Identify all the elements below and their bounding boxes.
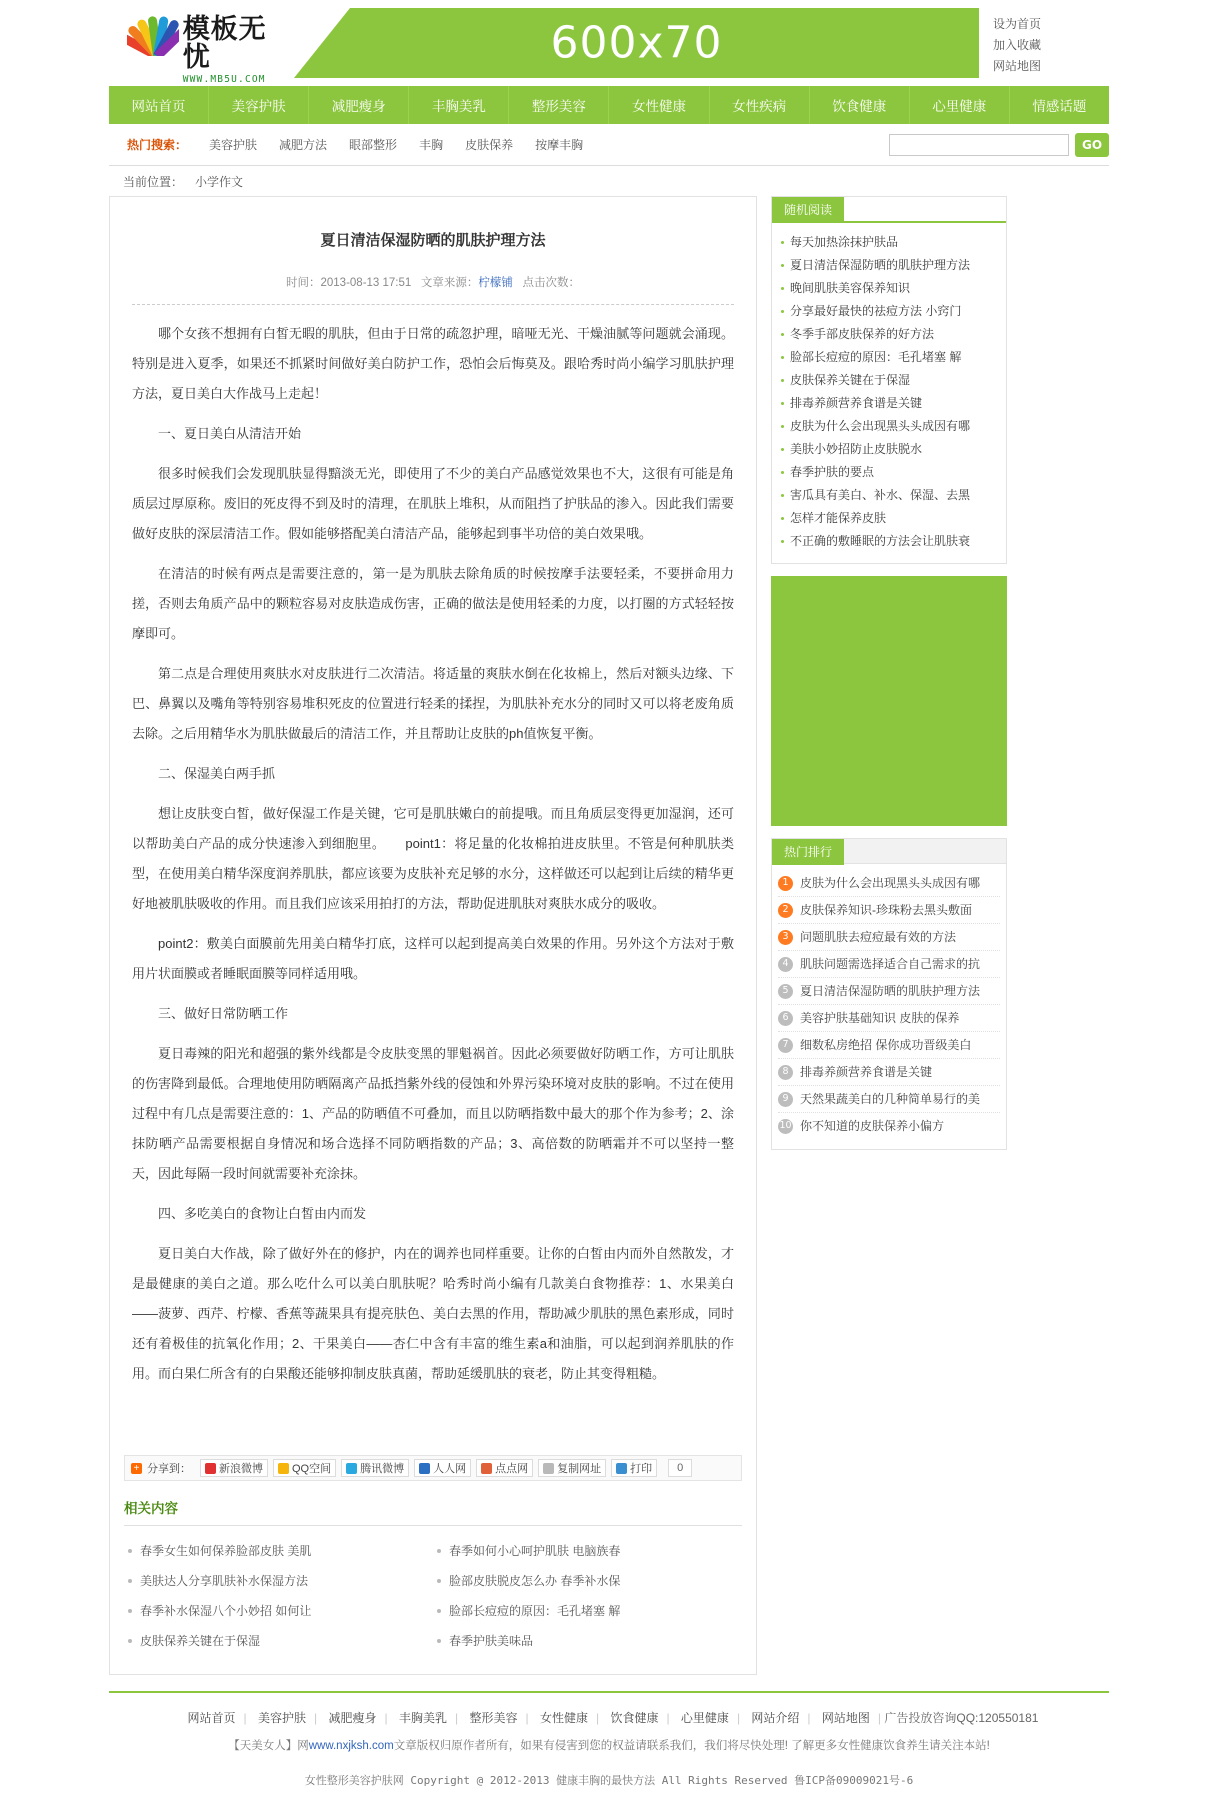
rank-item[interactable] — [778, 1086, 1000, 1113]
hot-keyword-3[interactable]: 眼部整形 — [349, 138, 398, 152]
footer-link-home[interactable]: 网站首页 — [187, 1711, 236, 1726]
share-diandian-button[interactable] — [476, 1459, 533, 1477]
rank-title: 夏日清洁保湿防晒的肌肤护理方法 — [800, 984, 981, 998]
share-sina-weibo-button[interactable] — [200, 1459, 268, 1477]
nav-item-psychology[interactable]: 心里健康 — [910, 86, 1010, 124]
hot-keyword-1[interactable]: 美容护肤 — [209, 138, 258, 152]
footer-copyright: 女性整形美容护肤网 Copyright @ 2012-2013 健康丰胸的最快方法 All Rights Reserved 鲁ICP备09009021号-6 — [304, 1774, 914, 1788]
share-qzone-button[interactable] — [273, 1459, 336, 1477]
related-title: 相关内容 — [124, 1497, 742, 1526]
footer-ad-note: 广告投放咨询QQ:120550181 — [884, 1711, 1039, 1726]
rank-number: 6 — [778, 1011, 793, 1026]
rank-title: 皮肤为什么会出现黑头头成因有哪 — [800, 876, 981, 890]
share-tencent-weibo-button[interactable] — [341, 1459, 409, 1477]
random-read-item[interactable]: 皮肤保养关键在于保湿 — [776, 369, 1002, 392]
footer-link-diet[interactable]: 饮食健康 — [610, 1711, 659, 1726]
renren-icon — [419, 1463, 430, 1474]
meta-source-link[interactable]: 柠檬铺 — [478, 277, 513, 290]
share-label: 分享到： — [147, 1463, 191, 1476]
rank-item[interactable] — [778, 1113, 1000, 1139]
article-paragraph: 哪个女孩不想拥有白皙无暇的肌肤，但由于日常的疏忽护理，暗哑无光、干燥油腻等问题就会涌现。特别是进入夏季，如果还不抓紧时间做好美白防护工作，恐怕会后悔莫及。跟哈秀时尚小编学习肌肤护理方法，夏日美白大作战马上走起！ — [132, 326, 734, 402]
rank-title: 美容护肤基础知识 皮肤的保养 — [800, 1011, 960, 1025]
related-item[interactable]: 皮肤保养关键在于保湿 — [124, 1626, 433, 1656]
breadcrumb-label: 当前位置： — [123, 174, 184, 189]
rank-title: 问题肌肤去痘痘最有效的方法 — [800, 930, 957, 944]
footer-link-womens-health[interactable]: 女性健康 — [539, 1711, 588, 1726]
random-read-item[interactable]: 夏日清洁保湿防晒的肌肤护理方法 — [776, 254, 1002, 277]
meta-hits-label: 点击次数： — [522, 277, 580, 290]
random-read-item[interactable]: 美肤小妙招防止皮肤脱水 — [776, 438, 1002, 461]
footer-link-list: 网站首页 | 美容护肤 | 减肥瘦身 | 丰胸美乳 | 整形美容 | 女性健康 | 饮食健康 | 心里健康 | 网站介绍 | 网站地图 | 广告投放咨询QQ:120550181 — [187, 1711, 1039, 1726]
rank-number: 1 — [778, 876, 793, 891]
hot-keyword-4[interactable]: 丰胸 — [419, 138, 444, 152]
nav-item-diet[interactable]: 饮食健康 — [810, 86, 910, 124]
meta-time: 2013-08-13 17:51 — [320, 277, 412, 290]
banner-size-label: 600x70 — [550, 17, 723, 69]
rank-number: 5 — [778, 984, 793, 999]
hot-keyword-6[interactable]: 按摩丰胸 — [535, 138, 584, 152]
share-renren-button[interactable] — [414, 1459, 471, 1477]
article-paragraph: point2：敷美白面膜前先用美白精华打底，这样可以起到提高美白效果的作用。另外这个方法对于敷用片状面膜或者睡眠面膜等同样适用哦。 — [132, 936, 734, 982]
related-list — [124, 1536, 742, 1656]
article-paragraph: 想让皮肤变白皙，做好保湿工作是关键，它可是肌肤嫩白的前提哦。而且角质层变得更加湿润，还可以帮助美白产品的成分快速渗入到细胞里。 point1：将足量的化妆棉拍进皮肤里。不管是何种肌肤类型，在使用美白精华深度润养肌肤，都应该要为皮肤补充足够的水分，这样做还可以起到让后续的精华更好地被肌肤吸收的作用。而且我们应该采用拍打的方法，帮助促进肌肤对爽肤水成分的吸收。 — [132, 806, 734, 912]
printer-icon — [616, 1463, 627, 1474]
main-nav — [109, 86, 1109, 124]
content-columns — [109, 196, 1109, 1691]
rank-item[interactable] — [778, 1059, 1000, 1086]
nav-item-weightloss[interactable]: 减肥瘦身 — [309, 86, 409, 124]
site-footer — [109, 1691, 1109, 1810]
article-paragraph: 二、保湿美白两手抓 — [158, 766, 276, 782]
article-paragraph: 一、夏日美白从清洁开始 — [158, 426, 302, 442]
random-read-item[interactable]: 排毒养颜营养食谱是关键 — [776, 392, 1002, 415]
article-column — [109, 196, 757, 1675]
rank-item[interactable] — [778, 1005, 1000, 1032]
nav-item-emotion[interactable]: 情感话题 — [1032, 99, 1087, 114]
article-spacer — [132, 1399, 734, 1455]
rank-item[interactable] — [778, 924, 1000, 951]
rank-number: 7 — [778, 1038, 793, 1053]
rank-title: 肌肤问题需选择适合自己需求的抗 — [800, 957, 981, 971]
random-read-item[interactable]: 害瓜具有美白、补水、保湿、去黑 — [776, 484, 1002, 507]
related-item[interactable]: 春季女生如何保养脸部皮肤 美肌 — [124, 1536, 433, 1566]
share-item-label: 腾讯微博 — [360, 1463, 405, 1476]
footer-link-about[interactable]: 网站介绍 — [751, 1711, 800, 1726]
share-item-label: 新浪微博 — [219, 1463, 263, 1476]
header-link-list — [979, 8, 1109, 77]
footer-link-plastic[interactable]: 整形美容 — [469, 1711, 518, 1726]
sidebar-ad[interactable] — [771, 576, 1007, 826]
article-meta — [132, 274, 734, 300]
related-section — [124, 1497, 742, 1656]
meta-time-label: 时间： — [286, 277, 321, 290]
copy-icon — [543, 1463, 554, 1474]
breadcrumb-item-1[interactable]: 小学作文 — [195, 174, 244, 189]
random-read-item[interactable]: 分享最好最快的祛痘方法 小窍门 — [776, 300, 1002, 323]
article-paragraph: 三、做好日常防晒工作 — [158, 1006, 289, 1022]
rank-item[interactable] — [778, 1032, 1000, 1059]
nav-item-plastic[interactable]: 整形美容 — [509, 86, 609, 124]
related-item[interactable]: 脸部长痘痘的原因：毛孔堵塞 解 — [433, 1596, 742, 1626]
share-item-label: 点点网 — [495, 1463, 529, 1476]
related-item[interactable]: 美肤达人分享肌肤补水保湿方法 — [124, 1566, 433, 1596]
footer-link-psychology[interactable]: 心里健康 — [680, 1711, 729, 1726]
set-homepage-link[interactable]: 设为首页 — [993, 17, 1042, 31]
related-item[interactable]: 脸部皮肤脱皮怎么办 春季补水保 — [433, 1566, 742, 1596]
share-bar — [124, 1455, 742, 1481]
qzone-icon — [278, 1463, 289, 1474]
tencent-weibo-icon — [346, 1463, 357, 1474]
article-paragraph: 夏日毒辣的阳光和超强的紫外线都是令皮肤变黑的罪魁祸首。因此必须要做好防晒工作，方可让肌肤的伤害降到最低。合理地使用防晒隔离产品抵挡紫外线的侵蚀和外界污染环境对皮肤的影响。不过在使用过程中有几点是需要注意的：1、产品的防晒值不可叠加，而且以防晒指数中最大的那个作为参考；2、涂抹防晒产品需要根据自身情况和场合选择不同防晒指数的产品；3、高倍数的防晒霜并不可以坚持一整天，因此每隔一段时间就需要补充涂抹。 — [132, 1046, 734, 1182]
top-banner-ad[interactable] — [294, 8, 979, 78]
rank-number: 8 — [778, 1065, 793, 1080]
breadcrumb — [109, 166, 1109, 196]
hot-keyword-5[interactable]: 皮肤保养 — [465, 138, 514, 152]
site-header — [109, 0, 1109, 86]
nav-item-skincare[interactable]: 美容护肤 — [209, 86, 309, 124]
random-read-item[interactable]: 冬季手部皮肤保养的好方法 — [776, 323, 1002, 346]
article-paragraph: 很多时候我们会发现肌肤显得黯淡无光，即使用了不少的美白产品感觉效果也不大，这很有可能是角质层过厚原称。废旧的死皮得不到及时的清理，在肌肤上堆积，从而阻挡了护肤品的渗入。因此我们需要做好皮肤的深层清洁工作。假如能够搭配美白清洁产品，能够起到事半功倍的美白效果哦。 — [132, 466, 734, 542]
article-title: 夏日清洁保湿防晒的肌肤护理方法 — [320, 232, 546, 250]
article-paragraph: 第二点是合理使用爽肤水对皮肤进行二次清洁。将适量的爽肤水倒在化妆棉上，然后对额头边缘、下巴、鼻翼以及嘴角等特别容易堆积死皮的位置进行轻柔的揉捏，为肌肤补充水分的同时又可以将老废角质去除。之后用精华水为肌肤做最后的清洁工作，并且帮助让皮肤的ph值恢复平衡。 — [132, 666, 734, 742]
random-read-item[interactable]: 皮肤为什么会出现黑头头成因有哪 — [776, 415, 1002, 438]
rank-title: 天然果蔬美白的几种简单易行的美 — [800, 1092, 981, 1106]
site-logo[interactable] — [109, 8, 294, 85]
random-read-item[interactable]: 脸部长痘痘的原因：毛孔堵塞 解 — [776, 346, 1002, 369]
footer-link-bust[interactable]: 丰胸美乳 — [398, 1711, 447, 1726]
footer-note-prefix: 【天美女人】网 — [228, 1740, 309, 1753]
search-input[interactable] — [889, 134, 1069, 156]
random-read-item[interactable]: 晚间肌肤美容保养知识 — [776, 277, 1002, 300]
nav-item-home[interactable]: 网站首页 — [109, 86, 209, 124]
hot-rank-box — [771, 838, 1007, 1150]
rank-number: 10 — [778, 1119, 793, 1134]
rank-title: 你不知道的皮肤保养小偏方 — [800, 1119, 945, 1133]
hot-search-label: 热门搜索： — [127, 138, 188, 152]
rank-item[interactable] — [778, 978, 1000, 1005]
related-item[interactable]: 春季补水保湿八个小妙招 如何让 — [124, 1596, 433, 1626]
share-item-label: 打印 — [630, 1463, 653, 1476]
rank-number: 2 — [778, 903, 793, 918]
nav-item-womens-disease[interactable]: 女性疾病 — [710, 86, 810, 124]
random-read-item[interactable]: 每天加热涂抹护肤品 — [776, 231, 1002, 254]
rank-number: 4 — [778, 957, 793, 972]
add-favorite-link[interactable]: 加入收藏 — [993, 38, 1042, 52]
article-paragraph: 在清洁的时候有两点是需要注意的，第一是为肌肤去除角质的时候按摩手法要轻柔，不要拼命用力搓，否则去角质产品中的颗粒容易对皮肤造成伤害，正确的做法是使用轻柔的力度，以打圈的方式轻轻按摩即可。 — [132, 566, 734, 642]
share-item-label: 复制网址 — [557, 1463, 602, 1476]
rank-title: 排毒养颜营养食谱是关键 — [800, 1065, 933, 1079]
share-item-label: 人人网 — [433, 1463, 467, 1476]
random-read-header — [772, 197, 1006, 223]
random-read-item[interactable]: 不正确的敷睡眠的方法会让肌肤衰 — [776, 530, 1002, 553]
footer-link-sitemap[interactable]: 网站地图 — [821, 1711, 870, 1726]
random-read-list — [772, 223, 1006, 563]
print-button[interactable] — [611, 1459, 657, 1477]
rank-number: 9 — [778, 1092, 793, 1107]
search-go-button[interactable]: GO — [1075, 133, 1109, 157]
plus-icon: + — [131, 1463, 142, 1474]
article-paragraph: 四、多吃美白的食物让白皙由内而发 — [158, 1206, 367, 1222]
hot-rank-list — [771, 864, 1007, 1150]
article-paragraph: 夏日美白大作战，除了做好外在的修护，内在的调养也同样重要。让你的白皙由内而外自然散发，才是最健康的美白之道。那么吃什么可以美白肌肤呢？哈秀时尚小编有几款美白食物推荐：1、水果美白——菠萝、西芹、柠檬、香蕉等蔬果具有提亮肤色、美白去黑的作用，帮助减少肌肤的黑色素形成，同时还有着极佳的抗氧化作用；2、干果美白——杏仁中含有丰富的维生素a和油脂，可以起到润养肌肤的作用。而白果仁所含有的白果酸还能够抑制皮肤真菌，帮助延缓肌肤的衰老，防止其变得粗糙。 — [132, 1246, 734, 1382]
random-read-box — [771, 196, 1007, 564]
sidebar — [771, 196, 1007, 1150]
footer-note — [109, 1736, 1109, 1762]
diandian-icon — [481, 1463, 492, 1474]
logo-title: 模板无忧 — [182, 14, 267, 73]
rainbow-fan-icon — [127, 16, 179, 56]
article — [110, 197, 756, 1455]
sitemap-link[interactable]: 网站地图 — [993, 59, 1042, 73]
footer-link-weightloss[interactable]: 减肥瘦身 — [328, 1711, 377, 1726]
divider — [132, 304, 734, 305]
footer-site-link[interactable]: www.nxjksh.com — [308, 1740, 394, 1753]
footer-link-skincare[interactable]: 美容护肤 — [258, 1711, 307, 1726]
rank-title: 皮肤保养知识-珍珠粉去黑头敷面 — [800, 903, 972, 917]
rank-item[interactable] — [778, 951, 1000, 978]
related-item[interactable]: 春季护肤美味品 — [433, 1626, 742, 1656]
share-item-label: QQ空间 — [292, 1463, 332, 1476]
logo-subtitle: WWW.MB5U.COM — [182, 74, 266, 85]
copy-url-button[interactable] — [538, 1459, 606, 1477]
random-read-item[interactable]: 春季护肤的要点 — [776, 461, 1002, 484]
random-read-item[interactable]: 怎样才能保养皮肤 — [776, 507, 1002, 530]
rank-title: 细数私房绝招 保你成功晋级美白 — [800, 1038, 972, 1052]
hot-rank-header — [771, 838, 1007, 864]
meta-source-label: 文章来源： — [420, 277, 479, 290]
hot-keyword-2[interactable]: 减肥方法 — [279, 138, 328, 152]
rank-item[interactable] — [778, 870, 1000, 897]
rank-number: 3 — [778, 930, 793, 945]
hot-search-bar — [109, 124, 1109, 166]
random-read-title: 随机阅读 — [772, 197, 844, 223]
nav-item-bust[interactable]: 丰胸美乳 — [409, 86, 509, 124]
rank-item[interactable] — [778, 897, 1000, 924]
hot-rank-title: 热门排行 — [772, 839, 844, 865]
nav-item-womens-health[interactable]: 女性健康 — [609, 86, 709, 124]
share-count: 0 — [668, 1459, 692, 1477]
footer-note-text: 文章版权归原作者所有，如果有侵害到您的权益请联系我们，我们将尽快处理! 了解更多女性健康饮食养生请关注本站! — [393, 1740, 990, 1753]
article-body — [132, 319, 734, 1389]
sina-weibo-icon — [205, 1463, 216, 1474]
related-item[interactable]: 春季如何小心呵护肌肤 电脑族春 — [433, 1536, 742, 1566]
